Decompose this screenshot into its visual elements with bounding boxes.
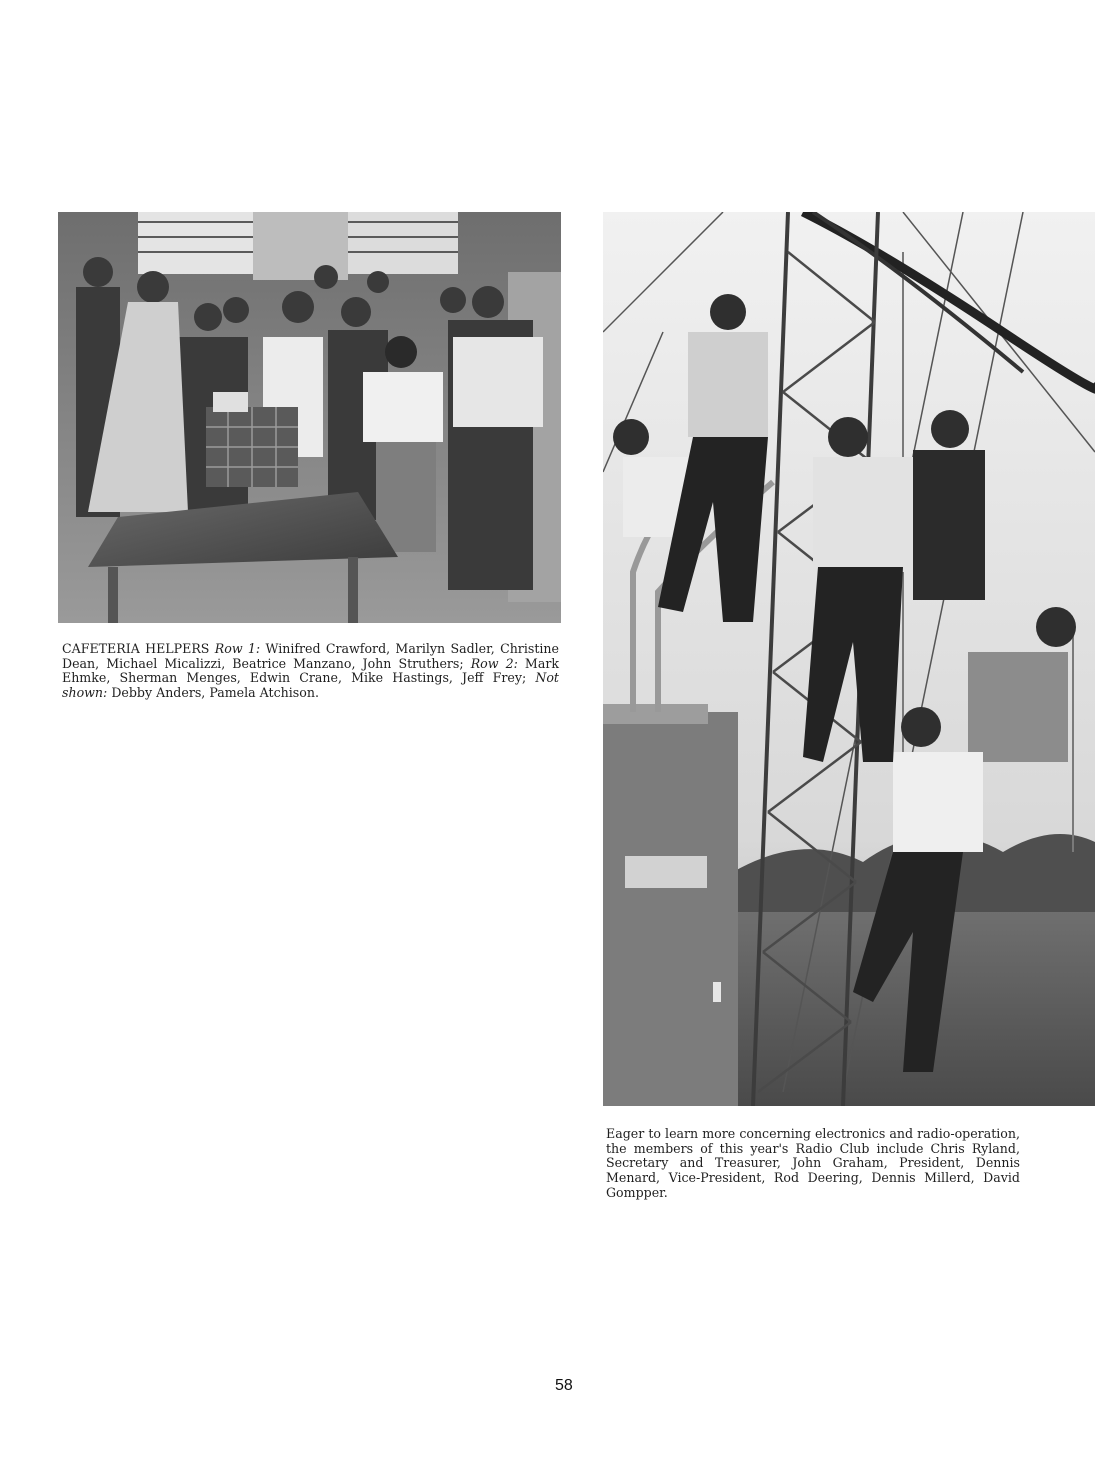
radio-photo-graphic [603, 212, 1095, 1106]
caption-not-shown-label: Not shown: [62, 670, 559, 701]
caption-not-shown-names: Debby Anders, Pamela Atchison. [111, 685, 319, 701]
caption-heading: CAFETERIA HELPERS [62, 641, 210, 656]
page-number: 58 [555, 1377, 573, 1394]
caption-row1-label: Row 1: [214, 641, 261, 656]
radio-club-caption: Eager to learn more concerning electronics and radio-operation, the members of this year's Radio Club include Chris Ryland, Secretary and Treasurer, John Graham, President, Dennis Menard, Vice-President, Rod Deering, Dennis Millerd, David Gompper. [606, 1126, 1020, 1200]
caption-row2-label: Row 2: [470, 655, 518, 671]
cafeteria-helpers-caption [62, 642, 559, 701]
radio-club-photo [603, 212, 1095, 1106]
cafeteria-photo-graphic [58, 212, 561, 623]
caption-row1-names: Winifred Crawford, Marilyn Sadler, Christine Dean, Michael Micalizzi, Beatrice Manzano, John Struthers; [62, 641, 559, 671]
cafeteria-helpers-photo [58, 212, 561, 623]
caption-row2-names: Mark Ehmke, Sherman Menges, Edwin Crane, Mike Hastings, Jeff Frey; [62, 655, 559, 686]
